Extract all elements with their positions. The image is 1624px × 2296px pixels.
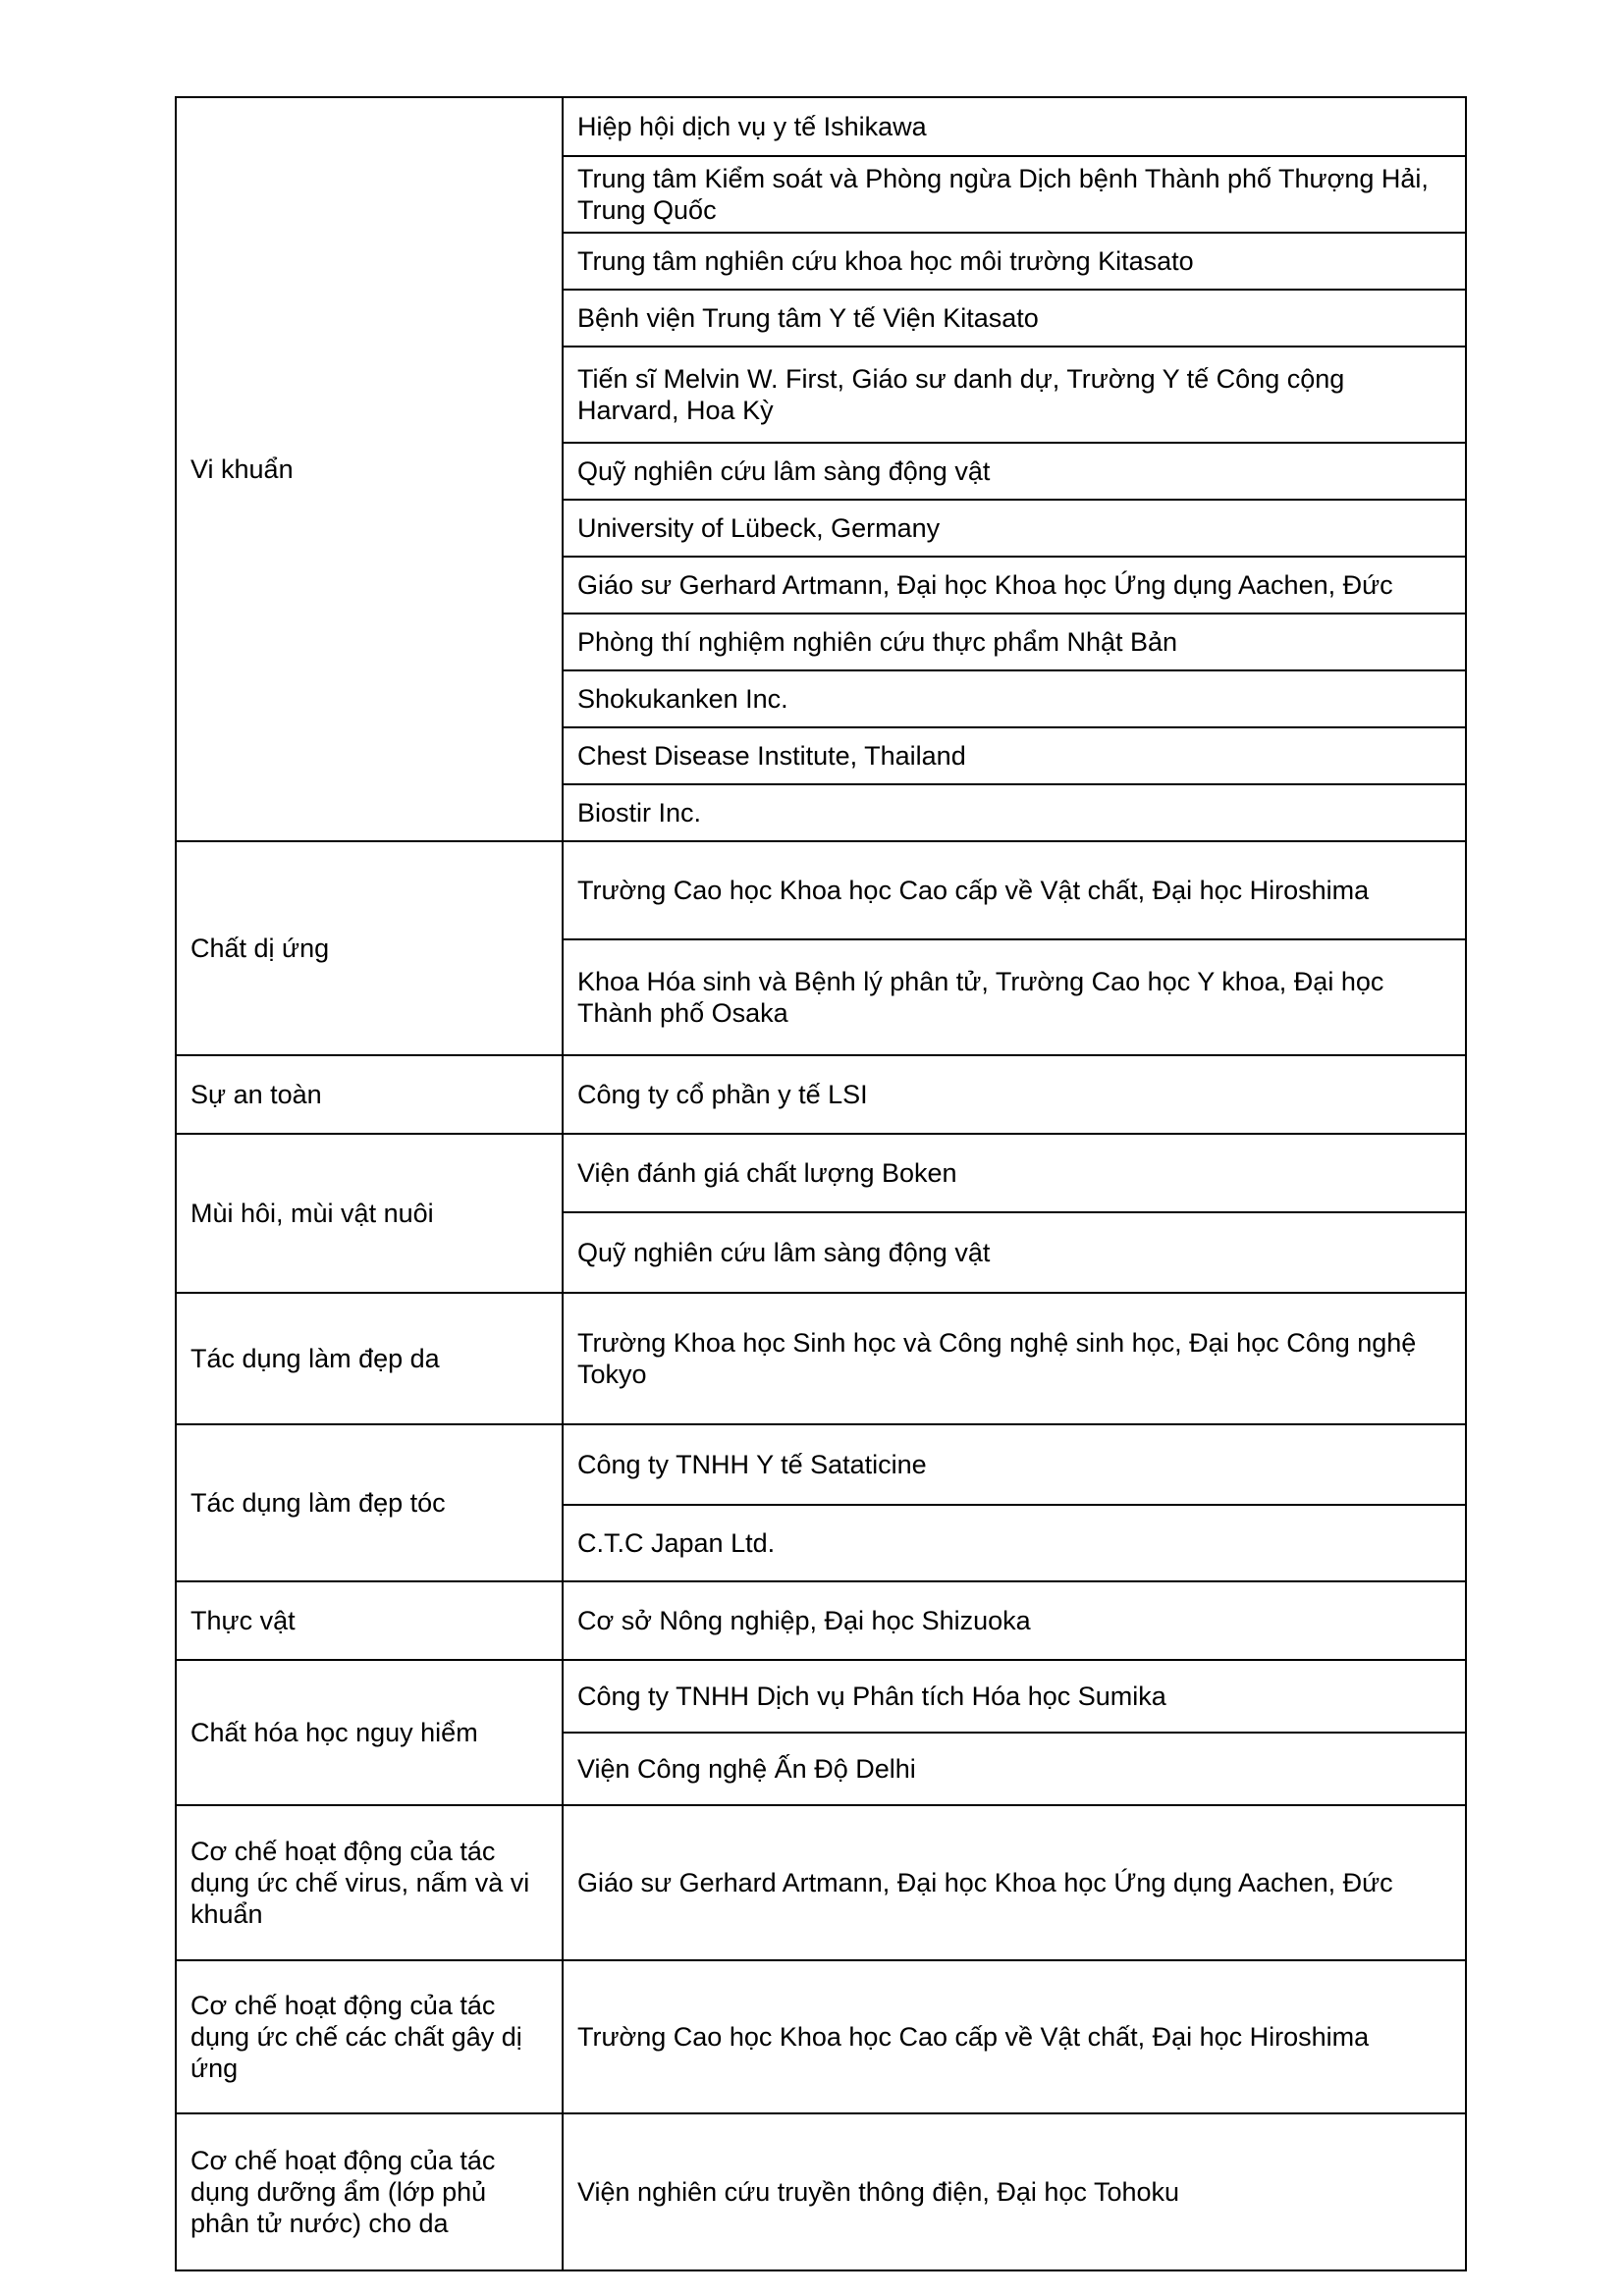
institution-list: [564, 842, 1465, 1054]
institution-name: Shokukanken Inc.: [577, 684, 788, 714]
category-label: Sự an toàn: [190, 1080, 322, 1109]
institution-cell: [564, 726, 1465, 783]
category-cell: [177, 1294, 564, 1423]
category-cell: [177, 1961, 564, 2112]
institution-cell: [564, 1294, 1465, 1423]
institution-cell: [564, 499, 1465, 556]
institution-cell: [564, 1732, 1465, 1804]
institution-cell: [564, 1504, 1465, 1580]
institution-cell: [564, 232, 1465, 289]
institution-name: Viện Công nghệ Ấn Độ Delhi: [577, 1754, 916, 1784]
institution-list: [564, 2114, 1465, 2269]
institution-name: Công ty cổ phần y tế LSI: [577, 1080, 868, 1109]
category-label: Vi khuẩn: [190, 454, 294, 484]
institution-name: University of Lübeck, Germany: [577, 513, 941, 543]
category-cell: [177, 2114, 564, 2269]
institution-cell: [564, 842, 1465, 938]
institution-list: [564, 1806, 1465, 1959]
institution-cell: [564, 1211, 1465, 1292]
institution-list: [564, 1661, 1465, 1804]
institution-name: Trung tâm Kiểm soát và Phòng ngừa Dịch bệnh Thành phố Thượng Hải, Trung Quốc: [577, 164, 1429, 225]
institution-name: Khoa Hóa sinh và Bệnh lý phân tử, Trường Cao học Y khoa, Đại học Thành phố Osaka: [577, 967, 1384, 1028]
institution-list: [564, 1961, 1465, 2112]
institution-cell: [564, 938, 1465, 1054]
category-label: Cơ chế hoạt động của tác dụng ức chế virus, nấm và vi khuẩn: [190, 1837, 530, 1929]
institution-cell: [564, 1425, 1465, 1504]
table-row-group: [175, 840, 1467, 1054]
table-row-group: [175, 1804, 1467, 1959]
category-cell: [177, 1661, 564, 1804]
table-row-group: [175, 1959, 1467, 2112]
institution-name: C.T.C Japan Ltd.: [577, 1528, 776, 1558]
category-cell: [177, 842, 564, 1054]
institution-cell: [564, 98, 1465, 155]
institution-cell: [564, 1056, 1465, 1133]
institution-cell: [564, 783, 1465, 840]
institution-cell: [564, 1582, 1465, 1659]
table-row-group: [175, 2112, 1467, 2271]
institution-cell: [564, 1135, 1465, 1211]
institution-name: Quỹ nghiên cứu lâm sàng động vật: [577, 456, 991, 486]
institution-cell: [564, 155, 1465, 232]
institution-cell: [564, 669, 1465, 726]
category-label: Chất hóa học nguy hiểm: [190, 1718, 478, 1747]
table-row-group: [175, 1292, 1467, 1423]
category-label: Chất dị ứng: [190, 934, 330, 963]
category-cell: [177, 98, 564, 840]
institution-name: Viện nghiên cứu truyền thông điện, Đại học Tohoku: [577, 2177, 1180, 2207]
category-label: Cơ chế hoạt động của tác dụng dưỡng ẩm (lớp phủ phân tử nước) cho da: [190, 2146, 496, 2238]
table-row-group: [175, 1423, 1467, 1580]
category-cell: [177, 1056, 564, 1133]
institution-name: Phòng thí nghiệm nghiên cứu thực phẩm Nhật Bản: [577, 627, 1178, 657]
institution-name: Công ty TNHH Y tế Sataticine: [577, 1450, 927, 1479]
institution-cell: [564, 289, 1465, 346]
institution-name: Công ty TNHH Dịch vụ Phân tích Hóa học Sumika: [577, 1682, 1166, 1711]
category-cell: [177, 1425, 564, 1580]
institution-cell: [564, 1806, 1465, 1959]
institution-name: Tiến sĩ Melvin W. First, Giáo sư danh dự, Trường Y tế Công cộng Harvard, Hoa Kỳ: [577, 364, 1345, 425]
institution-cell: [564, 1661, 1465, 1732]
table-row-group: [175, 1580, 1467, 1659]
institution-name: Quỹ nghiên cứu lâm sàng động vật: [577, 1238, 991, 1267]
institution-table: [175, 96, 1467, 2271]
category-label: Tác dụng làm đẹp tóc: [190, 1488, 446, 1518]
institution-cell: [564, 1961, 1465, 2112]
institution-name: Trường Cao học Khoa học Cao cấp về Vật chất, Đại học Hiroshima: [577, 876, 1370, 905]
category-cell: [177, 1582, 564, 1659]
institution-name: Giáo sư Gerhard Artmann, Đại học Khoa học Ứng dụng Aachen, Đức: [577, 570, 1393, 600]
institution-list: [564, 1425, 1465, 1580]
table-row-group: [175, 1133, 1467, 1292]
institution-list: [564, 1056, 1465, 1133]
institution-list: [564, 98, 1465, 840]
institution-list: [564, 1135, 1465, 1292]
category-label: Cơ chế hoạt động của tác dụng ức chế các chất gây dị ứng: [190, 1991, 522, 2083]
category-label: Tác dụng làm đẹp da: [190, 1344, 440, 1373]
institution-name: Cơ sở Nông nghiệp, Đại học Shizuoka: [577, 1606, 1031, 1635]
institution-cell: [564, 346, 1465, 442]
institution-name: Viện đánh giá chất lượng Boken: [577, 1158, 957, 1188]
table-row-group: [175, 1659, 1467, 1804]
table-row-group: [175, 96, 1467, 840]
institution-cell: [564, 556, 1465, 613]
institution-name: Bệnh viện Trung tâm Y tế Viện Kitasato: [577, 303, 1039, 333]
category-cell: [177, 1806, 564, 1959]
institution-name: Giáo sư Gerhard Artmann, Đại học Khoa học Ứng dụng Aachen, Đức: [577, 1868, 1393, 1897]
category-label: Mùi hôi, mùi vật nuôi: [190, 1199, 434, 1228]
category-label: Thực vật: [190, 1606, 296, 1635]
institution-cell: [564, 2114, 1465, 2269]
institution-name: Trường Khoa học Sinh học và Công nghệ sinh học, Đại học Công nghệ Tokyo: [577, 1328, 1417, 1389]
table-row-group: [175, 1054, 1467, 1133]
institution-name: Trung tâm nghiên cứu khoa học môi trường Kitasato: [577, 246, 1194, 276]
institution-name: Trường Cao học Khoa học Cao cấp về Vật chất, Đại học Hiroshima: [577, 2022, 1370, 2052]
institution-list: [564, 1582, 1465, 1659]
institution-name: Hiệp hội dịch vụ y tế Ishikawa: [577, 112, 927, 141]
institution-name: Biostir Inc.: [577, 798, 702, 828]
institution-cell: [564, 613, 1465, 669]
institution-list: [564, 1294, 1465, 1423]
institution-name: Chest Disease Institute, Thailand: [577, 741, 966, 771]
institution-cell: [564, 442, 1465, 499]
category-cell: [177, 1135, 564, 1292]
